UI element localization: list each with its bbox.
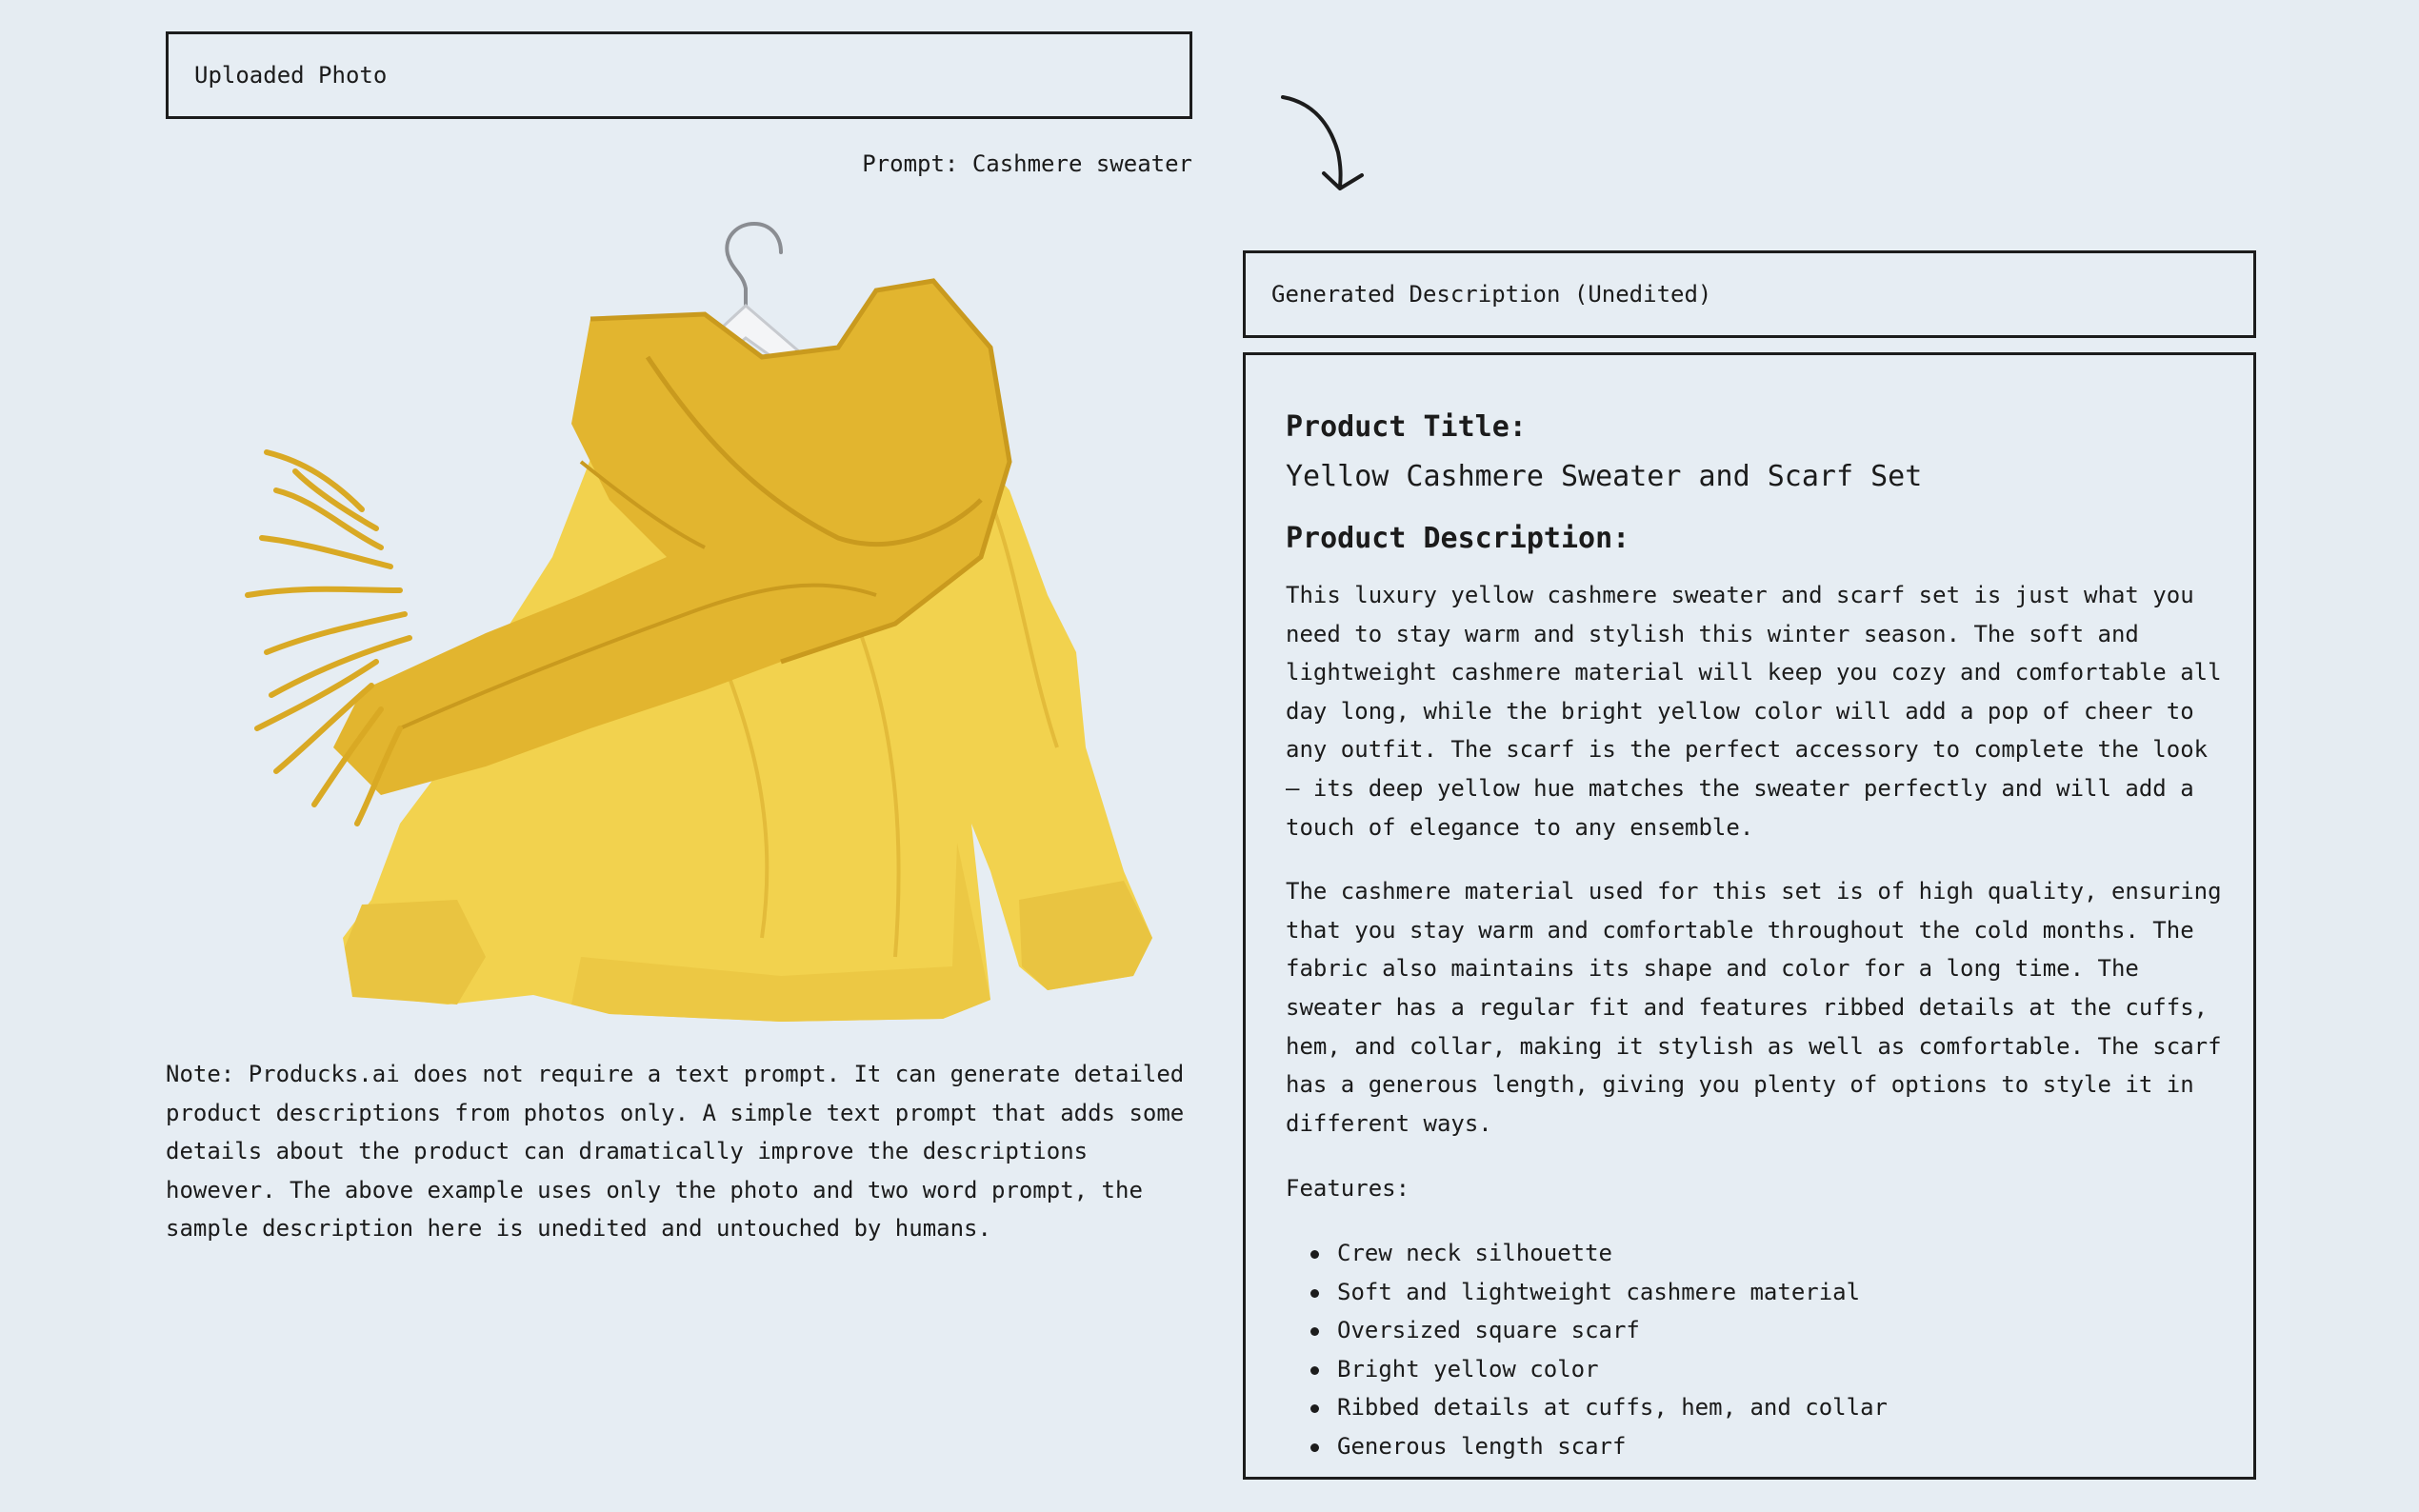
feature-item: Oversized square scarf	[1286, 1311, 2227, 1350]
uploaded-photo-label-box	[166, 31, 1192, 119]
description-box	[1243, 352, 2256, 1480]
description-paragraph-2: The cashmere material used for this set is of high quality, ensuring that you stay warm and comfortable throughout the cold months. The fabric also maintains its shape and color for a long time. The sweater has a regular fit and features ribbed details at the cuffs, hem, and collar, making it stylish as well as comfortable. The scarf has a generous length, giving you plenty of options to style it in different ways.	[1286, 878, 2222, 1137]
description-paragraph-1: This luxury yellow cashmere sweater and scarf set is just what you need to stay warm and stylish this winter season. The soft and lightweight cashmere material will keep you cozy and comfortable all day long, while the bright yellow color will add a pop of cheer to any outfit. The scarf is the perfect accessory to complete the look – its deep yellow hue matches the sweater perfectly and will add a touch of elegance to any ensemble.	[1286, 582, 2222, 841]
feature-item: Ribbed details at cuffs, hem, and collar	[1286, 1388, 2227, 1427]
feature-list	[1286, 1234, 2227, 1466]
arrow-down-right-icon	[1271, 86, 1376, 195]
product-description-heading: Product Description:	[1286, 522, 1630, 555]
features-label: Features:	[1286, 1175, 1410, 1203]
uploaded-photo-label: Uploaded Photo	[194, 62, 388, 89]
note-text: Note: Producks.ai does not require a text prompt. It can generate detailed product descriptions from photos only. A simple text prompt that adds some details about the product can dramatically improve the descriptions however. The above example uses only the photo and two word prompt, the sample description here is unedited and untouched by humans.	[166, 1061, 1185, 1243]
prompt-text: Prompt: Cashmere sweater	[862, 150, 1192, 177]
product-photo	[171, 214, 1190, 1024]
feature-item: Crew neck silhouette	[1286, 1234, 2227, 1273]
generated-description-label-box	[1243, 250, 2256, 338]
product-title-heading: Product Title:	[1286, 410, 1527, 444]
generated-description-label: Generated Description (Unedited)	[1271, 281, 1712, 308]
product-title: Yellow Cashmere Sweater and Scarf Set	[1286, 460, 1923, 493]
feature-item: Bright yellow color	[1286, 1350, 2227, 1389]
feature-item: Soft and lightweight cashmere material	[1286, 1273, 2227, 1312]
hanger-icon	[727, 224, 781, 308]
feature-item: Generous length scarf	[1286, 1427, 2227, 1466]
